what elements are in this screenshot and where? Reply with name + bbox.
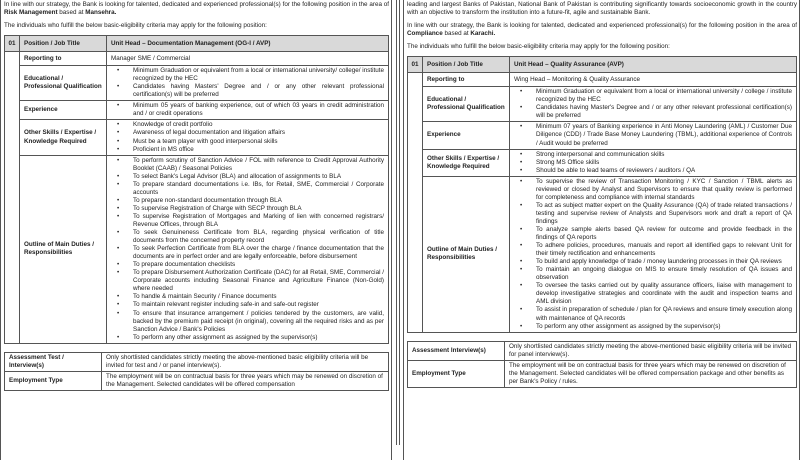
list-item: • To build and apply knowledge of trade / money laundering processes in their QA reviews [536,258,792,266]
reporting-value: Wing Head – Monitoring & Quality Assurance [510,73,797,87]
eligibility-intro: The individuals who fulfill the below basic-eligibility criteria may apply for the following position: [407,43,670,51]
list-item: • To perform any other assignment as assigned by the supervisor(s) [133,334,384,342]
assessment-row [408,341,797,360]
list-item: • To adhere policies, procedures, manuals and report all identified gaps to relevant Unit for their timely rectification and enhancements [536,242,792,258]
experience-list [111,102,384,118]
education-list [111,67,384,99]
list-item: • To oversee the tasks carried out by quality assurance officers, liaise with management to develop investigative strategies and coordinate with the audit and inspection teams and AML division [536,282,792,306]
terms-table [407,341,797,388]
education-value [510,87,797,122]
location-name: Mansehra. [85,9,117,17]
education-label: Educational / Professional Qualification [423,87,510,122]
employment-label: Employment Type [408,360,505,387]
experience-value [107,101,389,120]
employment-label: Employment Type [5,371,102,390]
employment-value: The employment will be on contractual basis for three years which may be renewed on discretion of the Management. Selected candidates will be offered compensation [102,371,389,390]
skills-row [408,149,797,176]
employment-value: The employment will be on contractual basis for three years which may be renewed on discretion of the Management. Selected candidates will be offered compensation package and other benefits as per Bank's Policy / rules. [505,360,797,387]
position-table [407,56,797,332]
list-item: • Awareness of legal documentation and litigation affairs [133,129,384,137]
list-item: • Candidates having Master's Degree and / or any other relevant professional certification(s) will be preferred [536,104,792,120]
list-item: • To select Bank's Legal Advisor (BLA) and allocation of assignments to BLA [133,173,384,181]
intro-text: In line with our strategy, the Bank is looking for talented, dedicated and experienced professional(s) for the following position in the area of [407,22,797,30]
list-item: • To ensure that insurance arrangement / policies tendered by the customers, are valid, backed by the premium paid receipt (in original), covering all the required risks and as per Sanction Advice / Bank's Policies [133,310,384,334]
position-table [4,35,389,344]
duties-list [111,157,384,342]
duties-label: Outline of Main Duties / Responsibilities [423,176,510,332]
employment-row [408,360,797,387]
reporting-row [408,73,797,87]
list-item: • To supervise the review of Transaction Monitoring / KYC / Sanction / TBML alerts as reviewed or closed by Analyst and Supervisors to ensure that quality review is performed for completeness and compliance with internal standards [536,178,792,202]
position-title: Unit Head – Quality Assurance (AVP) [510,57,797,73]
number-spacer-cell [408,73,423,332]
reporting-row [5,52,389,66]
reporting-value: Manager SME / Commercial [107,52,389,66]
list-item: • Candidates having Masters' Degree and / or any other relevant professional certification(s) will be preferred [133,83,384,99]
assessment-label: Assessment Interview(s) [408,341,505,360]
based-at-text: based at [444,30,469,38]
employment-row [5,371,389,390]
skills-list [111,121,384,153]
list-item: • To supervise Registration of Mortgages and Marking of lien with concerned registrars/ Revenue Offices, through BLA [133,213,384,229]
location-name: Karachi. [470,30,496,38]
list-item: • To prepare non-standard documentation through BLA [133,197,384,205]
panel-divider-line [396,0,397,445]
education-row [5,66,389,101]
table-spacer [4,344,389,352]
list-item: • To perform scrutiny of Sanction Advice / FOL with reference to Credit Approval Authority Booklet (CAAB) / Seasonal Policies [133,157,384,173]
duties-list [514,178,792,331]
experience-label: Experience [423,122,510,149]
assessment-row [5,352,389,371]
list-item: • Strong interpersonal and communication skills [536,151,792,159]
position-label: Position / Job Title [423,57,510,73]
list-item: • Minimum Graduation or equivalent from a local or international university/ college/ institute recognized by the HEC [133,67,384,83]
position-label: Position / Job Title [20,36,107,52]
list-item: • To maintain relevant register including safe-in and safe-out register [133,301,384,309]
list-item: • To prepare Disbursement Authorization Certificate (DAC) for all Retail, SME, Commercial / Corporate accounts including Seasonal Finance and Agriculture Finance (Non-Gold) where needed [133,269,384,293]
reporting-label: Reporting to [20,52,107,66]
skills-label: Other Skills / Expertise / Knowledge Required [423,149,510,176]
position-header-row [408,57,797,73]
skills-value [510,149,797,176]
education-label: Educational / Professional Qualification [20,66,107,101]
based-at-text: based at [59,9,84,17]
list-item: • To prepare standard documentations i.e. IBs, for Retail, SME, Commercial / Corporate accounts [133,181,384,197]
assessment-label: Assessment Test / Interview(s) [5,352,102,371]
intro-paragraph: leading and largest Banks of Pakistan, National Bank of Pakistan is contributing significantly towards socioeconomic growth in the country with an objective to transform the institution into a future-fit, agile and sustainable Bank. [407,1,797,17]
area-name: Compliance [407,30,443,38]
number-spacer-cell [5,52,20,344]
list-item: • To act as subject matter expert on the Quality Assurance (QA) of trade related transactions / testing and supervise review of Analysts and Supervisors work and draft a report of QA findings [536,202,792,226]
duties-value [107,155,389,343]
area-name: Risk Management [4,9,58,17]
job-ad-compliance [403,0,800,460]
skills-label: Other Skills / Expertise / Knowledge Required [20,120,107,155]
list-item: • To handle & maintain Security / Finance documents [133,293,384,301]
terms-table [4,352,389,391]
list-item: • To perform any other assignment as assigned by the supervisor(s) [536,323,792,331]
list-item: • Strong MS Office skills [536,159,792,167]
list-item: • Must be a team player with good interpersonal skills [133,138,384,146]
assessment-value: Only shortlisted candidates strictly meeting the above-mentioned basic eligibility criteria will be invited for test and / or panel interview(s). [102,352,389,371]
list-item: • To prepare documentation checklists [133,261,384,269]
position-number: 01 [5,36,20,52]
list-item: • To assist in preparation of schedule / plan for QA reviews and ensure timely execution along with maintenance of QA records [536,306,792,322]
skills-value [107,120,389,155]
job-ad-risk-management [0,0,392,460]
list-item: • Should be able to lead teams of reviewers / auditors / QA [536,167,792,175]
strategy-paragraph [407,22,797,38]
experience-list [514,123,792,147]
list-item: • Minimum 07 years of Banking experience in Anti Money Laundering (AML) / Customer Due Diligence (CDD) / Trade Base Money Laundering (TBML), additional experience of Controls / Audit would be preferred [536,123,792,147]
assessment-value: Only shortlisted candidates strictly meeting the above-mentioned basic eligibility criteria will be invited for panel interview(s). [505,341,797,360]
education-list [514,88,792,120]
skills-row [5,120,389,155]
position-header-row [5,36,389,52]
experience-label: Experience [20,101,107,120]
list-item: • Proficient in MS office [133,146,384,154]
duties-label: Outline of Main Duties / Responsibilities [20,155,107,343]
experience-row [5,101,389,120]
list-item: • Knowledge of credit portfolio [133,121,384,129]
list-item: • To maintain an ongoing dialogue on MIS to ensure timely resolution of QA issues and observation [536,266,792,282]
list-item: • Minimum 05 years of banking experience, out of which 03 years in credit administration and / or credit operations [133,102,384,118]
list-item: • Minimum Graduation or equivalent from a local or international university / college / institute recognized by the HEC [536,88,792,104]
duties-row [5,155,389,343]
list-item: • To seek Perfection Certificate from BLA over the charge / finance documentation that the documents are in perfect order and are legally enforceable, before disbursement [133,245,384,261]
list-item: • To seek Genuineness Certificate from BLA, regarding physical verification of title documents from the concerned property record [133,229,384,245]
reporting-label: Reporting to [423,73,510,87]
experience-row [408,122,797,149]
position-number: 01 [408,57,423,73]
list-item: • To analyze sample alerts based QA review for outcome and provide feedback in the findings of QA reports [536,226,792,242]
position-title: Unit Head – Documentation Management (OG-I / AVP) [107,36,389,52]
list-item: • To supervise Registration of Charge with SECP through BLA [133,205,384,213]
intro-text: In line with our strategy, the Bank is looking for talented, dedicated and experienced professional(s) for the following position in the area of [4,1,389,8]
skills-list [514,151,792,175]
education-value [107,66,389,101]
table-spacer [407,333,797,341]
panel-divider-line [399,0,400,445]
duties-row [408,176,797,332]
education-row [408,87,797,122]
eligibility-intro: The individuals who fulfill the below basic-eligibility criteria may apply for the following position: [4,22,267,30]
experience-value [510,122,797,149]
intro-paragraph [4,1,389,17]
duties-value [510,176,797,332]
